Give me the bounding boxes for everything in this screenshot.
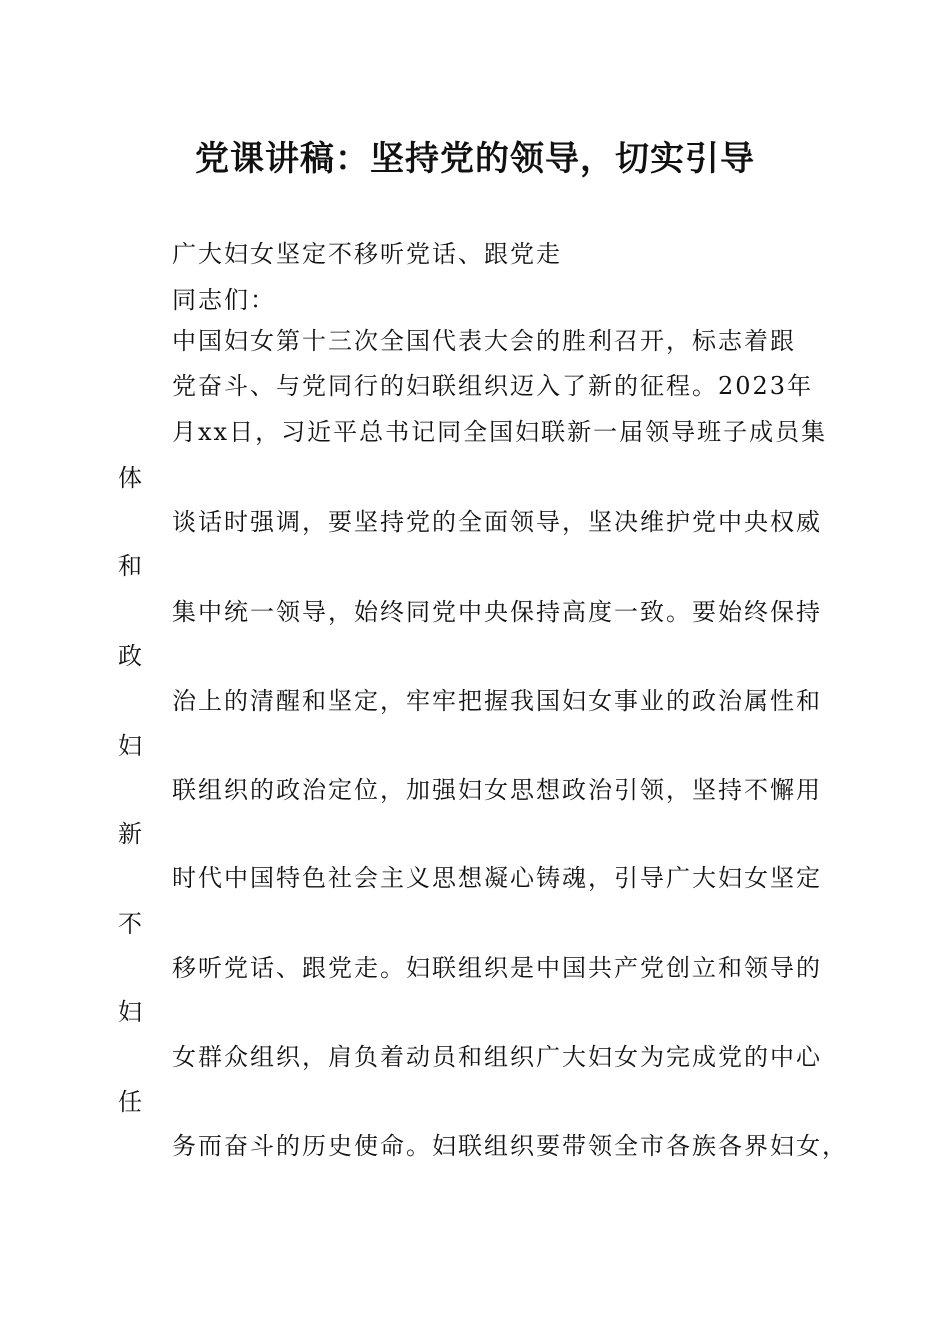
body-line: 移听党话、跟党走。妇联组织是中国共产党创立和领导的 <box>172 954 822 982</box>
body-line: 政 <box>118 642 144 670</box>
body-line: 新 <box>118 820 144 848</box>
body-line: 联组织的政治定位，加强妇女思想政治引领，坚持不懈用 <box>172 776 822 804</box>
body-line: 月xx日，习近平总书记同全国妇联新一届领导班子成员集 <box>172 418 828 446</box>
document-title: 党课讲稿：坚持党的领导，切实引导 <box>195 139 755 179</box>
body-line: 中国妇女第十三次全国代表大会的胜利召开，标志着跟 <box>172 327 796 355</box>
body-line: 妇 <box>118 732 144 760</box>
body-line: 治上的清醒和坚定，牢牢把握我国妇女事业的政治属性和 <box>172 687 822 715</box>
body-line: 广大妇女坚定不移听党话、跟党走 <box>172 240 562 268</box>
body-line: 女群众组织，肩负着动员和组织广大妇女为完成党的中心 <box>172 1043 822 1071</box>
body-line: 党奋斗、与党同行的妇联组织迈入了新的征程。2023年 <box>172 372 814 400</box>
body-line: 集中统一领导，始终同党中央保持高度一致。要始终保持 <box>172 598 822 626</box>
body-line: 妇 <box>118 998 144 1026</box>
body-line: 和 <box>118 552 144 580</box>
body-line: 时代中国特色社会主义思想凝心铸魂，引导广大妇女坚定 <box>172 864 822 892</box>
body-line: 任 <box>118 1088 144 1116</box>
body-line: 务而奋斗的历史使命。妇联组织要带领全市各族各界妇女， <box>172 1132 848 1160</box>
body-line: 同志们： <box>172 286 276 314</box>
body-line: 体 <box>118 464 144 492</box>
body-line: 谈话时强调，要坚持党的全面领导，坚决维护党中央权威 <box>172 508 822 536</box>
body-line: 不 <box>118 910 144 938</box>
